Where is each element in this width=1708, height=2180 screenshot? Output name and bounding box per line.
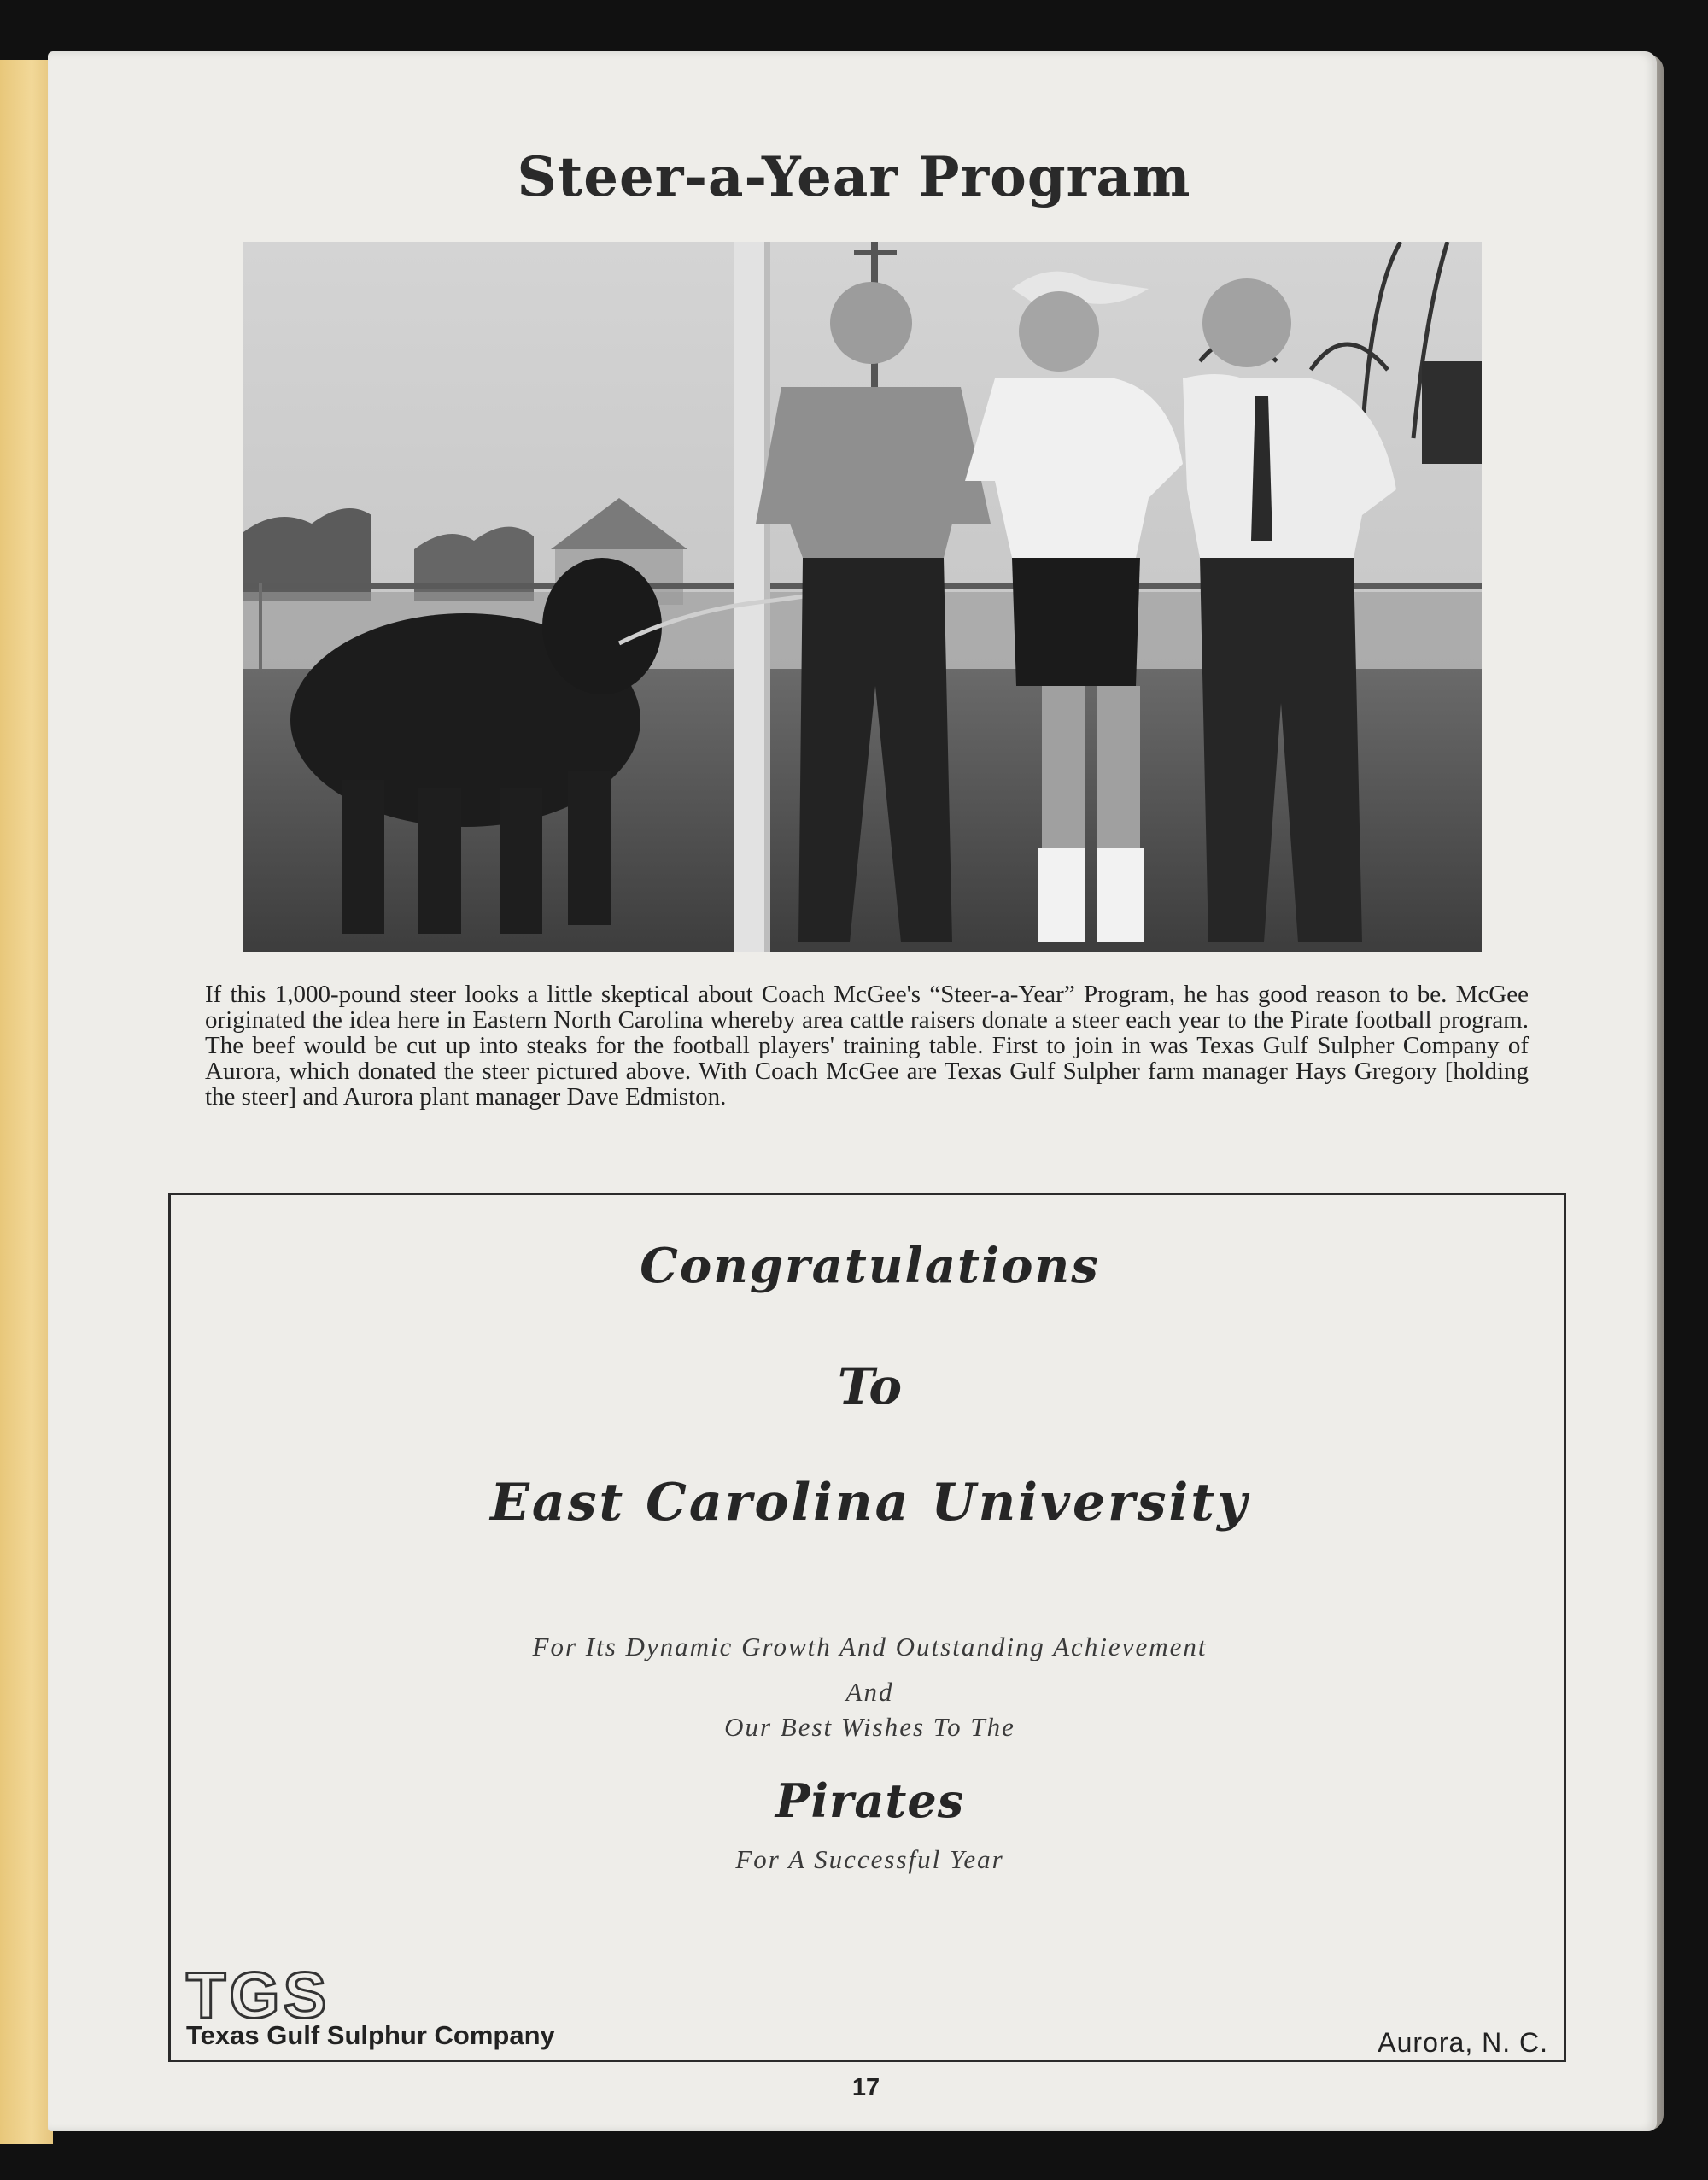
ad-line-successful-year: For A Successful Year	[735, 1844, 1004, 1874]
ad-line-growth: For Its Dynamic Growth And Outstanding Achievement	[532, 1632, 1208, 1661]
page-number: 17	[851, 2074, 880, 2101]
advertisement-box	[168, 1193, 1566, 2062]
company-location: Aurora, N. C.	[1378, 2027, 1548, 2058]
yellow-page-edge	[0, 60, 53, 2144]
pirates-heading: Pirates	[775, 1773, 965, 1828]
photo-caption: If this 1,000-pound steer looks a little skeptical about Coach McGee's “Steer-a-Year” Program, he has good reason to be. McGee originated the idea here in Eastern North Carolina whereby area cattle raisers donate a steer each year to the Pirate football program. The beef would be cut up into steaks for the football players' training table. First to join in was Texas Gulf Sulpher Company of Aurora, which donated the steer pictured above. With Coach McGee are Texas Gulf Sulpher farm manager Hays Gregory [holding the steer] and Aurora plant manager Dave Edmiston.	[205, 981, 1529, 1111]
page-title: Steer-a-Year Program	[517, 145, 1191, 209]
to-heading: To	[837, 1357, 903, 1415]
congratulations-heading: Congratulations	[640, 1238, 1100, 1294]
ad-line-best-wishes: Our Best Wishes To The	[724, 1712, 1015, 1742]
tgs-logo: TGS	[186, 1960, 330, 2032]
university-name: East Carolina University	[490, 1473, 1249, 1532]
company-name: Texas Gulf Sulphur Company	[186, 2020, 555, 2050]
photograph-of-steer-and-three-men	[243, 242, 1482, 952]
ad-line-and: And	[845, 1677, 894, 1707]
